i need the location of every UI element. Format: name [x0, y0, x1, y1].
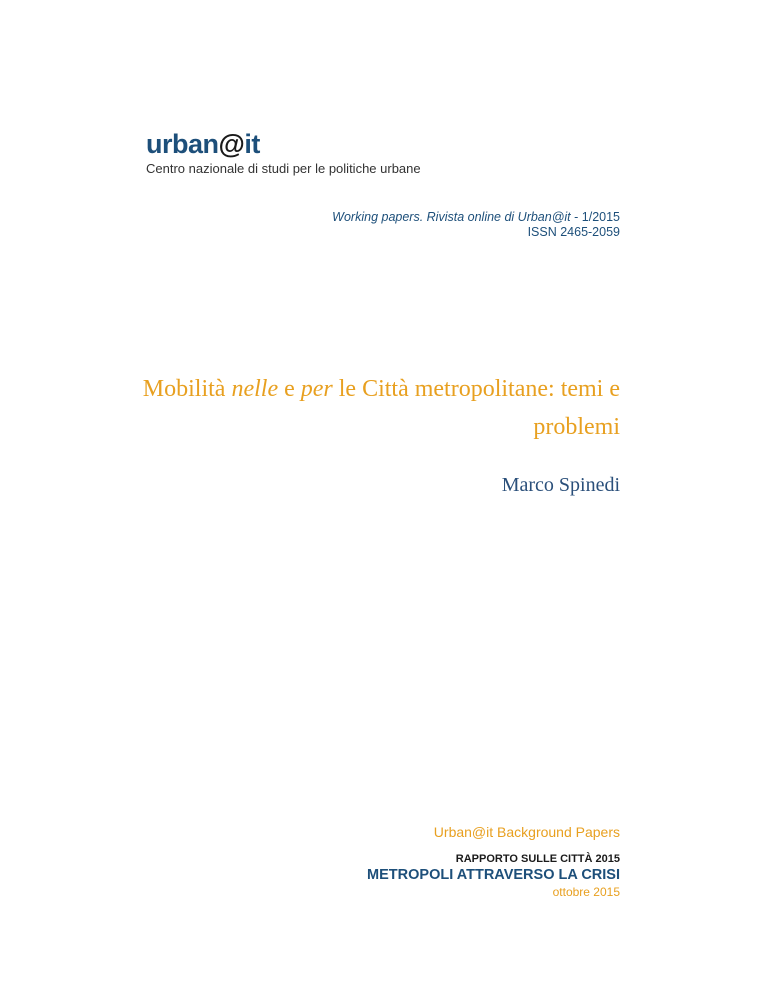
report-subtitle: METROPOLI ATTRAVERSO LA CRISI [367, 867, 620, 883]
organization-tagline: Centro nazionale di studi per le politiche urbane [146, 161, 421, 176]
title-part-3: le Città metropolitane: temi e problemi [332, 376, 620, 440]
title-emphasis-2: per [300, 376, 333, 402]
author-name: Marco Spinedi [501, 474, 620, 496]
series-line [332, 210, 620, 225]
logo-text-it: it [244, 129, 260, 159]
paper-title [100, 370, 620, 446]
urbanit-logo [146, 129, 260, 159]
background-papers-label: Urban@it Background Papers [433, 824, 620, 840]
issn: ISSN 2465-2059 [527, 225, 620, 239]
issue-number: - 1/2015 [570, 210, 620, 224]
title-part-2: e [278, 376, 301, 402]
working-papers-block [332, 210, 620, 240]
logo-text-urban: urban [146, 129, 219, 159]
series-name: Working papers. Rivista online di Urban@it [332, 210, 571, 224]
report-name: RAPPORTO SULLE CITTÀ 2015 [455, 853, 620, 865]
title-part-1: Mobilità [142, 376, 232, 402]
logo-text-at: @ [218, 129, 245, 159]
publication-date: ottobre 2015 [552, 885, 620, 899]
title-emphasis-1: nelle [231, 376, 279, 402]
